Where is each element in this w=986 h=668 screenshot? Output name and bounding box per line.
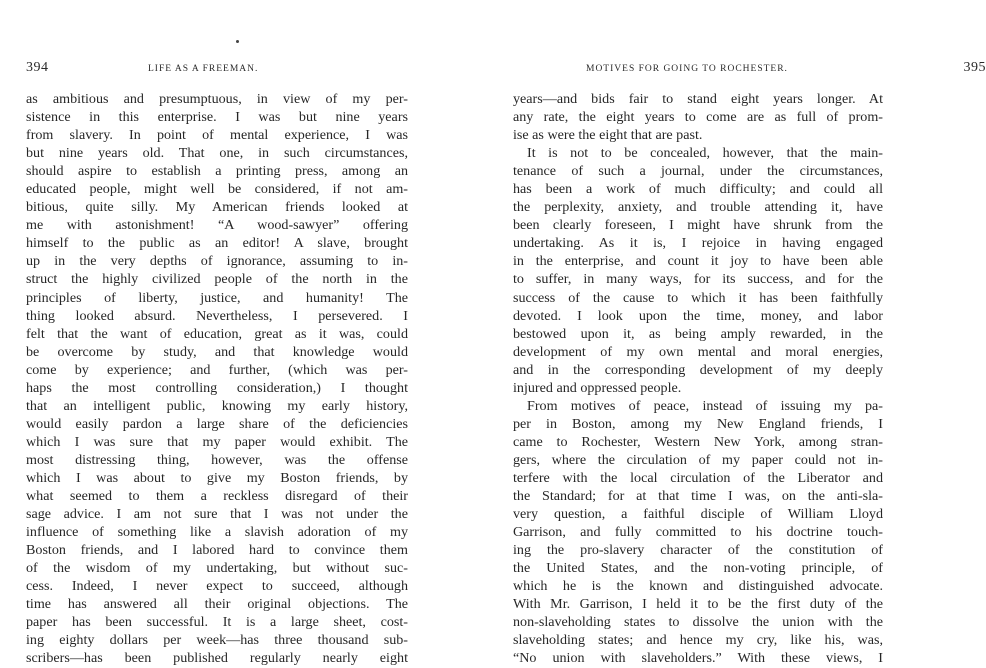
text-line: the perplexity, anxiety, and trouble attending it, have bbox=[513, 199, 883, 216]
text-line: devoted. I look upon the time, money, and labor bbox=[513, 307, 883, 324]
text-line: come by experience; and further, (which was per- bbox=[26, 361, 408, 378]
text-line: sage advice. I am not sure that I was not under the bbox=[26, 506, 408, 523]
text-line: years—and bids fair to stand eight years longer. At bbox=[513, 91, 883, 107]
text-line: any rate, the eight years to come are as full of prom- bbox=[513, 109, 883, 126]
text-line: felt that the want of education, great as it was, could bbox=[26, 325, 408, 342]
text-line: undertaking. As it is, I rejoice in having engaged bbox=[513, 235, 883, 252]
text-line: ise as were the eight that are past. bbox=[513, 127, 703, 144]
text-line: Boston friends, and I labored hard to convince them bbox=[26, 542, 408, 559]
text-line: came to Rochester, Western New York, among stran- bbox=[513, 433, 883, 450]
text-line: terfere with the local circulation of the Liberator and bbox=[513, 469, 883, 486]
right-page-number: 395 bbox=[963, 60, 986, 75]
text-line: as ambitious and presumptuous, in view of my per- bbox=[26, 91, 408, 107]
left-page-number: 394 bbox=[26, 60, 49, 75]
text-line: that an intelligent public, knowing my early history, bbox=[26, 397, 408, 414]
text-line: haps the most controlling consideration,) I thought bbox=[26, 379, 408, 396]
text-line: With Mr. Garrison, I held it to be the first duty of the bbox=[513, 596, 883, 613]
text-line: injured and oppressed people. bbox=[513, 379, 682, 396]
text-line: me with astonishment! “A wood-sawyer” offering bbox=[26, 217, 408, 234]
text-line: bitious, quite silly. My American friends looked at bbox=[26, 199, 408, 216]
text-line: paper has been successful. It is a large sheet, cost- bbox=[26, 614, 408, 631]
text-line: development of my own mental and moral energies, bbox=[513, 343, 883, 360]
text-line: what seemed to them a reckless disregard of their bbox=[26, 488, 408, 505]
text-line: which I was sure that my paper would exhibit. The bbox=[26, 433, 408, 450]
right-running-head: MOTIVES FOR GOING TO ROCHESTER. bbox=[586, 64, 788, 74]
text-line: principles of liberty, justice, and humanity! The bbox=[26, 289, 408, 306]
text-line: thing looked absurd. Nevertheless, I persevered. I bbox=[26, 307, 408, 324]
left-running-head: LIFE AS A FREEMAN. bbox=[148, 64, 259, 74]
text-line: educated people, might well be considered, if not am- bbox=[26, 181, 408, 198]
text-line: time has answered all their original objections. The bbox=[26, 596, 408, 613]
text-line: It is not to be concealed, however, that the main- bbox=[527, 145, 883, 162]
text-line: slaveholding states; and hence my cry, like his, was, bbox=[513, 632, 883, 649]
text-line: has been a work of much difficulty; and could all bbox=[513, 181, 883, 198]
text-line: cess. Indeed, I never expect to succeed, although bbox=[26, 578, 408, 595]
left-page bbox=[0, 0, 490, 668]
text-line: non-slaveholding states to dissolve the union with the bbox=[513, 614, 883, 631]
right-page-header bbox=[586, 60, 986, 78]
left-page-header bbox=[26, 60, 418, 78]
text-line: very question, a faithful disciple of William Lloyd bbox=[513, 506, 883, 523]
text-line: up in the very depths of ignorance, assuming to in- bbox=[26, 253, 408, 270]
text-line: gers, where the circulation of my paper could not in- bbox=[513, 451, 883, 468]
text-line: which I was about to give my Boston friends, by bbox=[26, 469, 408, 486]
text-line: the Standard; for at that time I was, on the anti-sla- bbox=[513, 488, 883, 505]
text-line: would easily pardon a large share of the deficiencies bbox=[26, 415, 408, 432]
text-line: of the wisdom of my undertaking, but without suc- bbox=[26, 560, 408, 577]
text-line: From motives of peace, instead of issuing my pa- bbox=[527, 397, 883, 414]
text-line: scribers—has been published regularly nearly eight bbox=[26, 650, 408, 667]
text-line: be overcome by study, and that knowledge would bbox=[26, 343, 408, 360]
right-page bbox=[490, 0, 986, 668]
text-line: influence of something like a slavish adoration of my bbox=[26, 524, 408, 541]
text-line: success of the cause to which it has been faithfully bbox=[513, 289, 883, 306]
left-page-text bbox=[26, 90, 408, 668]
text-line: “No union with slaveholders.” With these views, I bbox=[513, 650, 883, 667]
text-line: the United States, and the non-voting principle, of bbox=[513, 560, 883, 577]
text-line: ing eighty dollars per week—has three thousand sub- bbox=[26, 632, 408, 649]
text-line: from slavery. In point of mental experience, I was bbox=[26, 127, 408, 144]
text-line: but nine years old. That one, in such circumstances, bbox=[26, 145, 408, 162]
text-line: sistence in this enterprise. I was but nine years bbox=[26, 109, 408, 126]
text-line: should aspire to establish a printing press, among an bbox=[26, 163, 408, 180]
text-line: Garrison, and fully committed to his doctrine touch- bbox=[513, 524, 883, 541]
text-line: struct the highly civilized people of the north in the bbox=[26, 271, 408, 288]
text-line: tenance of such a journal, under the circumstances, bbox=[513, 163, 883, 180]
text-line: been clearly foreseen, I might have shrunk from the bbox=[513, 217, 883, 234]
text-line: to suffer, in many ways, for its success, and for the bbox=[513, 271, 883, 288]
text-line: and in the corresponding development of my deeply bbox=[513, 361, 883, 378]
text-line: bestowed upon it, as being amply rewarded, in the bbox=[513, 325, 883, 342]
text-line: per in Boston, among my New England friends, I bbox=[513, 415, 883, 432]
text-line: in the enterprise, and count it joy to have been able bbox=[513, 253, 883, 270]
text-line: ing the pro-slavery character of the constitution of bbox=[513, 542, 883, 559]
text-line: himself to the public as an editor! A slave, brought bbox=[26, 235, 408, 252]
text-line: most distressing thing, however, was the offense bbox=[26, 451, 408, 468]
right-page-text bbox=[513, 90, 883, 668]
text-line: which he is the known and distinguished advocate. bbox=[513, 578, 883, 595]
